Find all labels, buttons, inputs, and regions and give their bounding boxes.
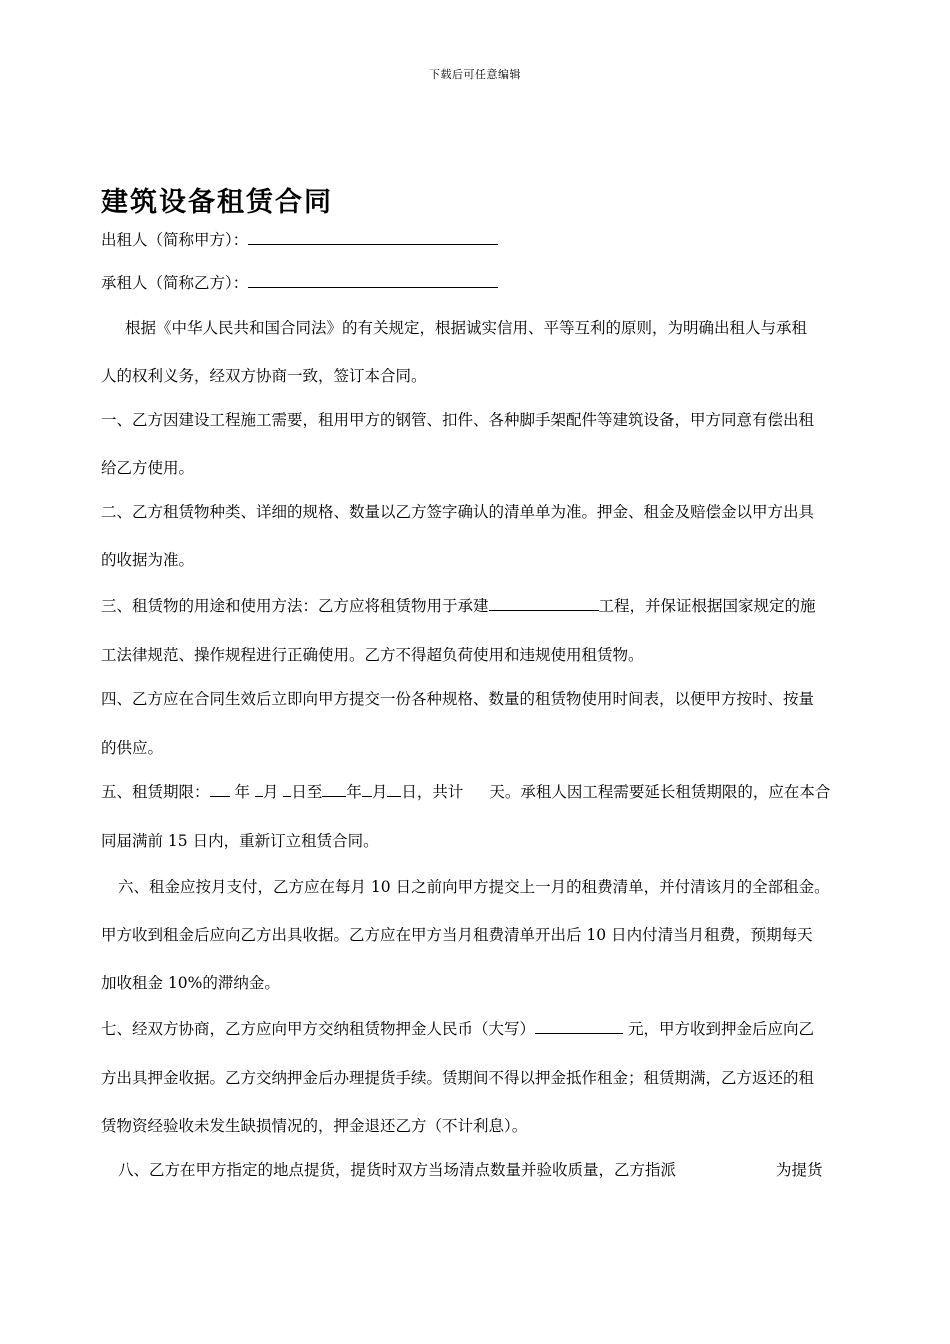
start-month-blank — [255, 782, 263, 797]
clause-7-pre: 七、经双方协商，乙方应向甲方交纳租赁物押金人民币（大写） — [101, 1020, 536, 1038]
clause-5-c: 月 — [262, 783, 279, 801]
document-title: 建筑设备租赁合同 — [101, 187, 333, 218]
clause-1-line-2: 给乙方使用。 — [101, 459, 195, 477]
clause-5-f: 月 — [371, 783, 388, 801]
lessee-label: 承租人（简称乙方）： — [101, 274, 249, 292]
clause-3-post: 工程，并保证根据国家规定的施 — [598, 597, 816, 615]
clause-6-line-2: 甲方收到租金后应向乙方出具收据。乙方应在甲方当月租费清单开出后 10 日内付清当月租费，预期每天 — [101, 926, 813, 944]
clause-8-line-1 — [118, 1158, 823, 1180]
clause-7-line-2: 方出具押金收据。乙方交纳押金后办理提货手续。赁期间不得以押金抵作租金；租赁期满，乙方返还的租 — [101, 1069, 815, 1087]
clause-5-line-2: 同届满前 15 日内，重新订立租赁合同。 — [101, 832, 379, 850]
clause-5-e: 年 — [346, 783, 362, 801]
end-day-blank — [387, 782, 401, 797]
clause-5-line-1 — [101, 780, 830, 802]
clause-3-line-1 — [101, 594, 816, 616]
clause-8-pre: 八、乙方在甲方指定的地点提货，提货时双方当场清点数量并验收质量，乙方指派 — [118, 1161, 677, 1179]
clause-1-line-1: 一、乙方因建设工程施工需要，租用甲方的钢管、扣件、各种脚手架配件等建筑设备，甲方同意有偿出租 — [101, 411, 815, 429]
clause-4-line-1: 四、乙方应在合同生效后立即向甲方提交一份各种规格、数量的租赁物使用时间表，以便甲方按时、按量 — [101, 690, 815, 708]
deposit-amount-blank — [535, 1019, 623, 1034]
clause-5-b: 年 — [234, 783, 250, 801]
clause-3-pre: 三、租赁物的用途和使用方法：乙方应将租赁物用于承建 — [101, 597, 489, 615]
project-name-blank — [489, 596, 599, 611]
lessor-line — [101, 228, 498, 250]
lessor-label: 出租人（简称甲方）： — [101, 231, 249, 249]
clause-6-line-3: 加收租金 10%的滞纳金。 — [101, 974, 280, 992]
preamble-line-2: 人的权利义务，经双方协商一致，签订本合同。 — [101, 367, 427, 385]
end-year-blank — [322, 782, 346, 797]
clause-5-d: 日至 — [291, 783, 323, 801]
clause-7-line-1 — [101, 1017, 814, 1039]
clause-8-post: 为提货 — [776, 1161, 823, 1179]
header-note: 下载后可任意编辑 — [429, 68, 521, 81]
clause-5-h: 天。承租人因工程需要延长租赁期限的，应在本合 — [489, 783, 831, 801]
end-month-blank — [362, 782, 372, 797]
clause-5-a: 五、租赁期限： — [101, 783, 210, 801]
clause-4-line-2: 的供应。 — [101, 739, 164, 757]
lessee-line — [101, 271, 498, 293]
clause-7-line-3: 赁物资经验收未发生缺损情况的，押金退还乙方（不计利息）。 — [101, 1117, 528, 1135]
clause-2-line-2: 的收据为准。 — [101, 551, 195, 569]
clause-6-line-1: 六、租金应按月支付，乙方应在每月 10 日之前向甲方提交上一月的租费清单，并付清该月的全部租金。 — [118, 878, 830, 896]
lessor-blank — [248, 230, 498, 245]
start-year-blank — [210, 782, 230, 797]
clause-2-line-1: 二、乙方租赁物种类、详细的规格、数量以乙方签字确认的清单单为准。押金、租金及赔偿金以甲方出具 — [101, 503, 815, 521]
lessee-blank — [248, 273, 498, 288]
preamble-line-1: 根据《中华人民共和国合同法》的有关规定，根据诚实信用、平等互利的原则，为明确出租人与承租 — [125, 319, 808, 337]
clause-5-g: 日，共计 — [401, 783, 464, 801]
clause-7-post: 元，甲方收到押金后应向乙 — [627, 1020, 814, 1038]
clause-3-line-2: 工法律规范、操作规程进行正确使用。乙方不得超负荷使用和违规使用租赁物。 — [101, 646, 644, 664]
